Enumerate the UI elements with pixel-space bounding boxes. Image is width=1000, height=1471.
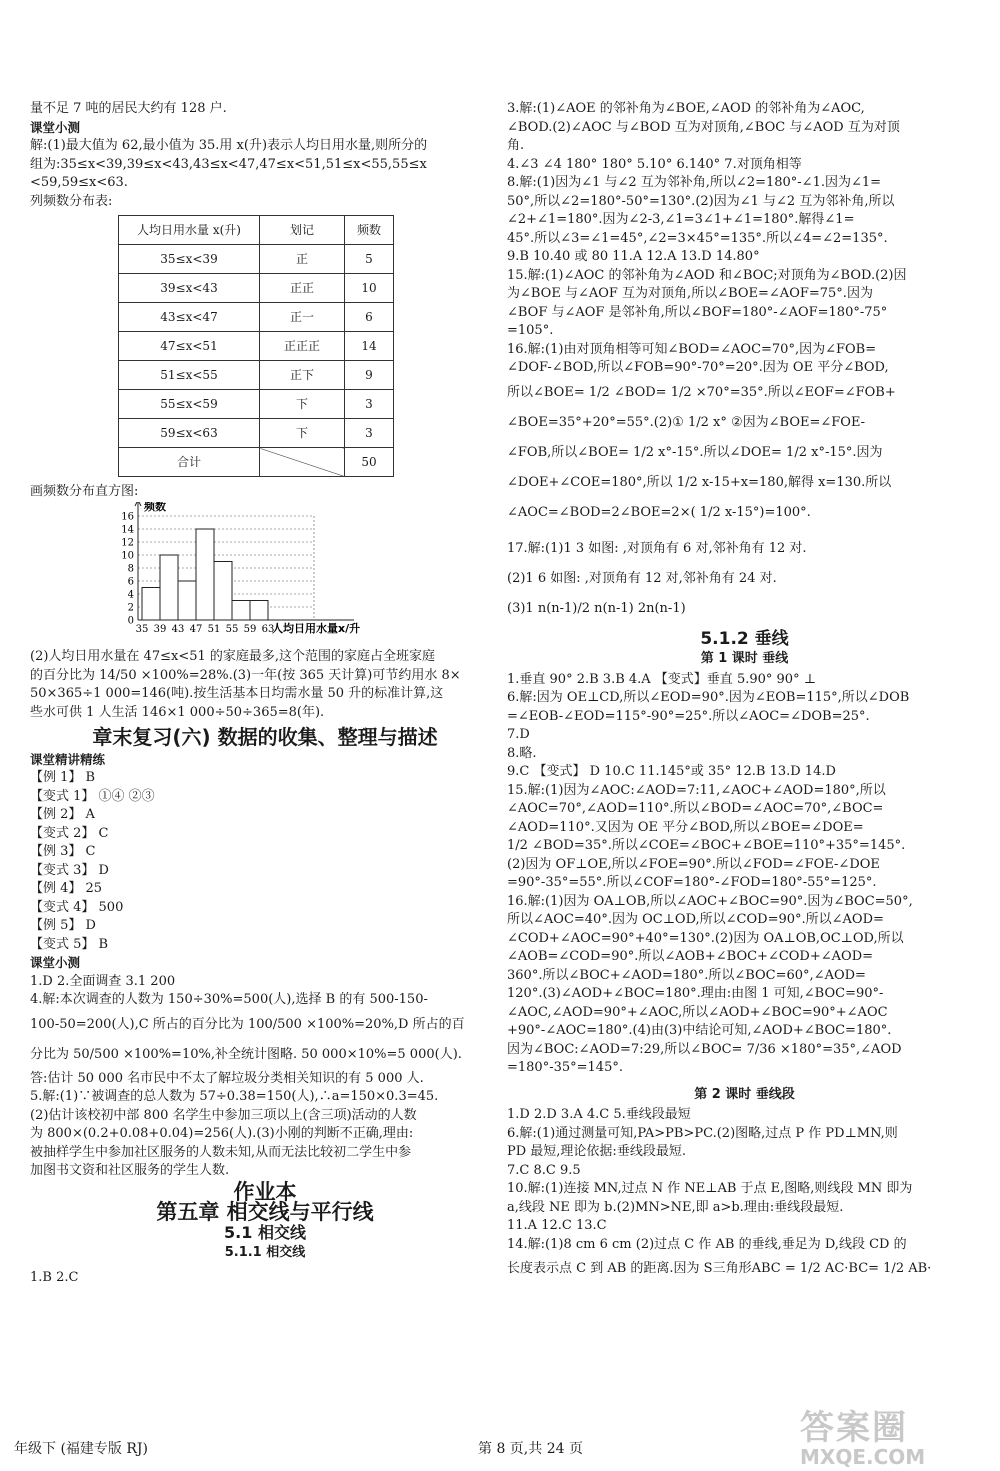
histogram-bar	[196, 529, 214, 620]
table-caption: 列频数分布表:	[30, 193, 113, 209]
y-tick-label: 6	[127, 576, 134, 587]
histogram-caption: 画频数分布直方图:	[30, 484, 139, 499]
section-5-1-title: 5.1 相交线	[224, 1222, 306, 1242]
last-answers: 1.B 2.C	[30, 1269, 79, 1285]
ketang-xiaoce-heading-2: 课堂小测	[30, 955, 81, 970]
x-tick-label: 39	[153, 623, 167, 635]
text-line: ∠FOB,所以∠BOE= 1/2 x°-15°.所以∠DOE= 1/2 x°-15°.因为	[507, 444, 883, 460]
answer-2-block	[30, 648, 500, 722]
table-cell: 下	[260, 390, 345, 419]
x-tick-label: 59	[243, 623, 257, 635]
text-line: (3)1 n(n-1)/2 n(n-1) 2n(n-1)	[507, 600, 686, 616]
text-line: 9.C 【变式】 D 10.C 11.145°或 35° 12.B 13.D 14.D	[507, 764, 836, 779]
x-tick-label: 47	[189, 623, 203, 635]
y-tick-label: 10	[121, 550, 134, 561]
text-line: 3.解:(1)∠AOE 的邻补角为∠BOE,∠AOD 的邻补角为∠AOC,	[507, 101, 865, 116]
x-tick-label: 35	[135, 623, 149, 635]
histogram-chart	[70, 502, 500, 649]
list-item: 【变式 5】 B	[30, 936, 109, 952]
text-line: 5.解:(1)∵被调查的总人数为 57÷0.38=150(人),∴a=150×0.3=45.	[30, 1089, 439, 1104]
text-line: 100-50=200(人),C 所占的百分比为 100/500 ×100%=20%,D 所占的百	[30, 1016, 465, 1032]
table-cell: 10	[345, 274, 394, 303]
text-line: 所以∠BOE= 1/2 ∠BOD= 1/2 ×70°=35°.所以∠EOF=∠FOB+	[507, 384, 896, 400]
table-header: 划记	[260, 216, 345, 245]
table-row	[119, 274, 394, 303]
table-cell: 正下	[260, 361, 345, 390]
table-cell: 50	[345, 448, 394, 477]
text-line: ∠COD+∠AOC=90°+40°=130°.(2)因为 OA⊥OB,OC⊥OD,所以	[507, 930, 904, 946]
y-tick-label: 8	[127, 563, 134, 574]
text-line: ∠BOF 与∠AOF 是邻补角,所以∠BOF=180°-∠AOF=180°-75°	[507, 304, 888, 320]
answer-1-block	[30, 137, 500, 193]
list-item: 【变式 2】 C	[30, 825, 109, 841]
lesson-1-title: 第 1 课时 垂线	[700, 651, 789, 666]
text-line: 11.A 12.C 13.C	[507, 1218, 607, 1233]
text-line: 为 800×(0.2+0.08+0.04)=256(人).(3)小刚的判断不正确,理由:	[30, 1126, 414, 1141]
text-line: 角.	[507, 138, 525, 153]
text-line: a,线段 NE 即为 b.(2)MN>NE,即 a>b.理由:垂线段最短.	[507, 1199, 844, 1215]
page-number: 第 8 页,共 24 页	[478, 1441, 583, 1457]
text-line: 被抽样学生中参加社区服务的人数未知,从而无法比较初二学生中参	[30, 1144, 412, 1160]
table-row	[119, 245, 394, 274]
text-line: <59,59≤x<63.	[30, 175, 128, 190]
text-line: 些水可供 1 人生活 146×1 000÷50÷365=8(年).	[30, 704, 325, 720]
text-line: (2)1 6 如图: ,对顶角有 12 对,邻补角有 24 对.	[507, 570, 777, 586]
histogram-bar	[250, 600, 268, 620]
table-header: 频数	[345, 216, 394, 245]
section-5-1-2-title: 5.1.2 垂线	[700, 628, 789, 649]
table-cell-diagonal	[260, 448, 345, 477]
text-line: 1.D 2.全面调查 3.1 200	[30, 973, 176, 989]
chapter-review-title: 章末复习(六) 数据的收集、整理与描述	[92, 725, 438, 749]
list-item: 【变式 1】 ①④ ②③	[30, 788, 155, 804]
text-line: ∠AOB=∠COD=90°.所以∠AOB+∠BOC+∠COD+∠AOD=	[507, 949, 874, 964]
y-tick-label: 0	[127, 615, 134, 626]
block-d	[507, 1106, 982, 1284]
list-item: 【例 5】 D	[30, 918, 96, 933]
y-tick-label: 14	[121, 524, 134, 535]
text-line: 120°.(3)∠AOD+∠BOC=180°.理由:由图 1 可知,∠BOC=90°-	[507, 986, 884, 1001]
homework-title: 作业本	[233, 1179, 297, 1204]
text-line: ∠BOD.(2)∠AOC 与∠BOD 互为对顶角,∠BOC 与∠AOD 互为对顶	[507, 119, 900, 135]
text-line: 17.解:(1)1 3 如图: ,对顶角有 6 对,邻补角有 12 对.	[507, 540, 807, 556]
text-line: (2)因为 OF⊥OE,所以∠FOE=90°.所以∠FOD=∠FOE-∠DOE	[507, 856, 880, 872]
table-cell: 47≤x<51	[119, 332, 260, 361]
text-line: 45°.所以∠3=∠1=45°,∠2=3×45°=135°.所以∠4=∠2=135°.	[507, 230, 888, 246]
quiz-block	[30, 973, 500, 1181]
text-line: 解:(1)最大值为 62,最小值为 35.用 x(升)表示人均日用水量,则所分的	[30, 138, 428, 153]
table-cell: 9	[345, 361, 394, 390]
right-column	[507, 100, 982, 1284]
table-cell: 55≤x<59	[119, 390, 260, 419]
table-row	[119, 303, 394, 332]
text-line: 因为∠BOC:∠AOD=7:29,所以∠BOC= 7/36 ×180°=35°,∠AOD	[507, 1041, 902, 1057]
table-cell: 正正正	[260, 332, 345, 361]
table-cell: 51≤x<55	[119, 361, 260, 390]
text-line: PD 最短,理论依据:垂线段最短.	[507, 1144, 686, 1159]
list-item: 【例 4】 25	[30, 881, 103, 896]
text-line: ∠DOE+∠COE=180°,所以 1/2 x-15+x=180,解得 x=130.所以	[507, 474, 892, 490]
lesson-2-title: 第 2 课时 垂线段	[694, 1086, 795, 1102]
text-line: 的百分比为 14/50 ×100%=28%.(3)一年(按 365 天计算)可节约用水 8×	[30, 667, 461, 683]
list-item: 【变式 4】 500	[30, 899, 124, 915]
frequency-table	[118, 215, 394, 477]
table-cell: 合计	[119, 448, 260, 477]
text-line: 为∠BOE 与∠AOF 互为对顶角,所以∠BOE=∠AOF=75°.因为	[507, 286, 873, 301]
list-item: 【例 2】 A	[30, 807, 95, 822]
table-cell: 43≤x<47	[119, 303, 260, 332]
table-row	[119, 419, 394, 448]
table-cell: 正一	[260, 303, 345, 332]
list-item: 【变式 3】 D	[30, 862, 109, 878]
left-column	[30, 100, 500, 1287]
y-tick-label: 4	[127, 589, 134, 600]
text-line: ∠AOC=70°,∠AOD=110°.所以∠BOD=∠AOC=70°,∠BOC=	[507, 801, 884, 816]
text-line: ∠AOC,∠AOD=90°+∠AOC,所以∠AOD+∠BOC=90°+∠AOC	[507, 1004, 888, 1020]
table-header: 人均日用水量 x(升)	[119, 216, 260, 245]
text-line: 长度表示点 C 到 AB 的距离.因为 S三角形ABC = 1/2 AC·BC= 1/2 AB·	[507, 1261, 932, 1276]
x-axis-label: 人均日用水量x/升	[272, 621, 361, 635]
text-line: 4.∠3 ∠4 180° 180° 5.10° 6.140° 7.对顶角相等	[507, 156, 802, 172]
histogram-bar	[142, 587, 160, 620]
block-b	[507, 378, 982, 528]
table-cell: 6	[345, 303, 394, 332]
watermark-logo	[800, 1400, 925, 1469]
text-line: ∠2+∠1=180°.因为∠2-3,∠1=3∠1+∠1=180°.解得∠1=	[507, 212, 855, 227]
ketang-xiaoce-heading: 课堂小测	[30, 119, 81, 135]
histogram-bar	[178, 581, 196, 620]
text-line: =∠EOB-∠EOD=115°-90°=25°.所以∠AOC=∠DOB=25°.	[507, 708, 870, 724]
block-c	[507, 671, 982, 1078]
table-row	[119, 361, 394, 390]
text-line: 1/2 ∠BOD=35°.所以∠COE=∠BOC+∠BOE=110°+35°=145°.	[507, 838, 906, 853]
watermark-url: MXQE.COM	[800, 1445, 926, 1469]
x-tick-label: 51	[207, 623, 221, 635]
section-5-1-1-title: 5.1.1 相交线	[224, 1245, 306, 1260]
footer-left: 年级下 (福建专版 RJ)	[14, 1441, 148, 1457]
text-line: 8.解:(1)因为∠1 与∠2 互为邻补角,所以∠2=180°-∠1.因为∠1=	[507, 175, 882, 190]
text-line: 9.B 10.40 或 80 11.A 12.A 13.D 14.80°	[507, 249, 760, 264]
text-line: ∠DOF-∠BOD,所以∠FOB=90°-70°=20°.因为 OE 平分∠BOD,	[507, 360, 889, 375]
text-line: 7.D	[507, 727, 530, 742]
examples-list	[30, 769, 500, 954]
text-line: 360°.所以∠BOC+∠AOD=180°.所以∠BOC=60°,∠AOD=	[507, 967, 866, 983]
y-tick-label: 12	[121, 537, 134, 548]
text-line: 15.解:(1)∠AOC 的邻补角为∠AOD 和∠BOC;对顶角为∠BOD.(2)因	[507, 267, 907, 283]
text-line: 组为:35≤x<39,39≤x<43,43≤x<47,47≤x<51,51≤x<55,55≤x	[30, 156, 427, 172]
histogram-bar	[214, 561, 232, 620]
list-item: 【例 1】 B	[30, 770, 96, 785]
q17-block	[507, 534, 982, 624]
text-line: 8.略.	[507, 745, 537, 761]
text-line: 答:估计 50 000 名市民中不太了解垃圾分类相关知识的有 5 000 人.	[30, 1070, 424, 1086]
text-line: 加图书文资和社区服务的学生人数.	[30, 1163, 230, 1178]
text-line: 6.解:(1)通过测量可知,PA>PB>PC.(2)图略,过点 P 作 PD⊥MN,则	[507, 1125, 898, 1141]
histogram-bar	[160, 555, 178, 620]
text-line: ∠BOE=35°+20°=55°.(2)① 1/2 x° ②因为∠BOE=∠FOE-	[507, 414, 866, 430]
watermark-text: 答案圈	[800, 1408, 908, 1448]
text-line: =180°-35°=145°.	[507, 1060, 623, 1075]
text-line: =105°.	[507, 323, 554, 338]
table-header-row	[119, 216, 394, 245]
y-tick-label: 16	[121, 511, 134, 522]
text-line: 14.解:(1)8 cm 6 cm (2)过点 C 作 AB 的垂线,垂足为 D,线段 CD 的	[507, 1236, 907, 1252]
table-row	[119, 332, 394, 361]
table-cell: 3	[345, 390, 394, 419]
chapter-5-title: 第五章 相交线与平行线	[156, 1200, 374, 1224]
text-line: 6.解:因为 OE⊥CD,所以∠EOD=90°.因为∠EOB=115°,所以∠DOB	[507, 690, 910, 705]
text-line: 50×365÷1 000=146(吨).按生活基本日均需水量 50 升的标准计算,这	[30, 686, 444, 701]
table-row-total	[119, 448, 394, 477]
intro-line: 量不足 7 吨的居民大约有 128 户.	[30, 101, 227, 116]
text-line: 16.解:(1)由对顶角相等可知∠BOD=∠AOC=70°,因为∠FOB=	[507, 341, 877, 357]
y-tick-label: 2	[127, 602, 134, 613]
text-line: 50°,所以∠2=180°-50°=130°.(2)因为∠1 与∠2 互为邻补角,所以	[507, 193, 895, 209]
y-axis-label: 频数	[144, 501, 166, 513]
table-cell: 35≤x<39	[119, 245, 260, 274]
x-tick-label: 63	[261, 623, 275, 635]
text-line: 4.解:本次调查的人数为 150÷30%=500(人),选择 B 的有 500-150-	[30, 992, 428, 1007]
list-item: 【例 3】 C	[30, 844, 96, 859]
table-row	[119, 390, 394, 419]
table-cell: 正正	[260, 274, 345, 303]
text-line: 7.C 8.C 9.5	[507, 1162, 581, 1178]
ketang-jingjiang-heading: 课堂精讲精练	[30, 751, 106, 767]
table-cell: 59≤x<63	[119, 419, 260, 448]
block-a	[507, 100, 982, 378]
table-cell: 3	[345, 419, 394, 448]
text-line: 16.解:(1)因为 OA⊥OB,所以∠AOC+∠BOC=90°.因为∠BOC=50°,	[507, 893, 913, 909]
table-cell: 14	[345, 332, 394, 361]
x-tick-label: 43	[171, 623, 185, 635]
text-line: ∠AOD=110°.又因为 OE 平分∠BOD,所以∠BOE=∠DOE=	[507, 819, 864, 835]
table-cell: 39≤x<43	[119, 274, 260, 303]
text-line: ∠AOC=∠BOD=2∠BOE=2×( 1/2 x-15°)=100°.	[507, 504, 811, 520]
table-cell: 正	[260, 245, 345, 274]
text-line: 10.解:(1)连接 MN,过点 N 作 NE⊥AB 于点 E,图略,则线段 MN 即为	[507, 1181, 913, 1196]
table-cell: 5	[345, 245, 394, 274]
text-line: (2)人均日用水量在 47≤x<51 的家庭最多,这个范围的家庭占全班家庭	[30, 649, 436, 664]
text-line: (2)估计该校初中部 800 名学生中参加三项以上(含三项)活动的人数	[30, 1107, 417, 1123]
text-line: +90°-∠AOC=180°.(4)由(3)中结论可知,∠AOD+∠BOC=180°.	[507, 1023, 892, 1038]
table-cell: 下	[260, 419, 345, 448]
text-line: 1.D 2.D 3.A 4.C 5.垂线段最短	[507, 1107, 691, 1122]
histogram-svg	[70, 502, 370, 642]
text-line: 1.垂直 90° 2.B 3.B 4.A 【变式】垂直 5.90° 90° ⊥	[507, 671, 816, 687]
text-line: 分比为 50/500 ×100%=10%,补全统计图略. 50 000×10%=5 000(人).	[30, 1046, 462, 1062]
x-tick-label: 55	[225, 623, 239, 635]
histogram-bar	[232, 600, 250, 620]
text-line: =90°-35°=55°.所以∠COF=180°-∠FOD=180°-55°=125°.	[507, 875, 877, 890]
text-line: 所以∠AOC=40°.因为 OC⊥OD,所以∠COD=90°.所以∠AOD=	[507, 912, 884, 927]
text-line: 15.解:(1)因为∠AOC:∠AOD=7:11,∠AOC+∠AOD=180°,所以	[507, 782, 886, 798]
